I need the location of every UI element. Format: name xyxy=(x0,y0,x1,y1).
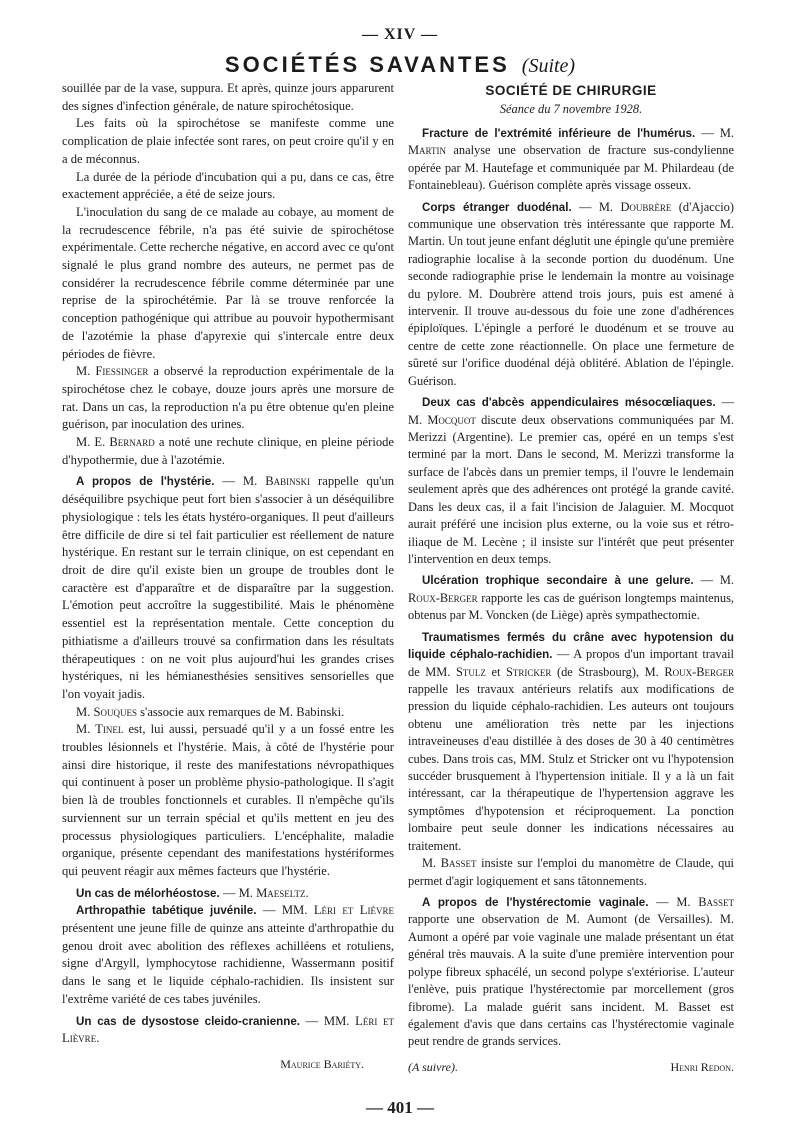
page-number: — 401 — xyxy=(366,1098,434,1117)
entry-text: analyse une observation de fracture sus-condylienne opérée par M. Hautefage et communiquée par M. Philardeau (de Fontainebleau). Guérison complète après vissage osseux. xyxy=(408,143,734,193)
entry xyxy=(408,125,734,195)
entry xyxy=(408,572,734,624)
session-date: Séance du 7 novembre 1928. xyxy=(499,102,643,117)
section-title-suffix: (Suite) xyxy=(521,55,576,77)
author-name: M. Souques xyxy=(76,704,137,719)
paragraph-text: a noté une rechute clinique, en pleine période d'hypothermie, due à l'azotémie. xyxy=(62,435,394,467)
paragraph xyxy=(62,363,394,434)
entry-dash: — M. xyxy=(571,199,621,214)
entry xyxy=(408,394,734,568)
entry-text: rappelle les travaux antérieurs relatifs aux modifications de pression du liquide céphalo-rachidien. Les auteurs ont toujours obtenu une amélioration très nette par les injections intraveineuses d'eau distillée à des doses de 30 à 40 centimètres cubes. Dans trois cas, MM. Stulz et Stricker ont vu l'hypotension succéder brusquement à l'hypertension initiale. Il y a là un fait intéressant, car la thérapeutique de l'hypertension aggrave les symptômes d'hypotension et réciproquement. La ponction lombaire peut seule donner les indications nécessaires au traitement. xyxy=(408,681,734,853)
entry-text: (d'Ajaccio) communique une observation très intéressante que rapporte M. Martin. Un tout jeune enfant déglutit une épingle qu'une première radiographie localise à la seconde portion du duodénum. Une seconde radiographie prise le lendemain la montre au voisinage du pylore. M. Doubrère attend trois jours, puis est amené à intervenir. Il trouve au-dessous du foie une zone d'adhérences épiploïques. L'épingle a perforé le duodénum et se trouve au centre de cette zone réactionnelle. On place une fermeture de sûreté sur l'orifice duodénal déjà oblitéré. Ablation de l'épingle. Guérison. xyxy=(408,199,735,388)
author-name: Léri et Lièvre xyxy=(62,1013,394,1046)
entry-heading: Corps étranger duodénal. xyxy=(422,200,572,214)
author-name: Roux-Berger xyxy=(664,664,735,679)
paragraph-text: insiste sur l'emploi du manomètre de Claude, qui permet d'agir logiquement et sans tâtonnements. xyxy=(408,856,734,888)
paragraph xyxy=(62,434,394,469)
entry-text: et xyxy=(485,664,506,679)
author-name: M. E. Bernard xyxy=(76,435,155,450)
entry-text: discute deux observations communiquées par M. Merizzi (Argentine). Le premier cas, opéré en un temps s'est terminé par la mort. Dans le second, M. Merizzi transforme la surface de l'abcès dans un premier temps, il l'ouvre le lendemain seulement après que des adhérences ont protégé la grande cavité. Dans les deux cas, il a fait l'incision de Jalaguier. M. Mocquot aurait préféré une incision plus externe, ou la voie sus et rétro-iliaque de M. Lecène ; il insiste sur l'intérêt que peut présenter l'intervention en deux temps. xyxy=(408,412,734,566)
entry-heading: Arthropathie tabétique juvénile. xyxy=(76,904,257,918)
paragraph: La durée de la période d'incubation qui a pu, dans ce cas, être exactement appréciée, a été de seize jours. xyxy=(62,169,394,202)
paragraph xyxy=(62,721,394,880)
entry-text: — A propos d'un important travail de MM. xyxy=(408,647,734,679)
author-name: Stulz xyxy=(456,664,486,679)
left-column xyxy=(62,80,394,1074)
entry-heading: Fracture de l'extrémité inférieure de l'humérus. xyxy=(422,126,696,140)
to-be-continued: (A suivre). xyxy=(408,1059,458,1074)
author-name: Babinski xyxy=(265,474,311,489)
author-name: Léri et Lièvre xyxy=(313,903,394,918)
author-name: M. Fiessinger xyxy=(76,364,149,379)
author-name: Doubrère xyxy=(620,199,672,214)
entry-text: rappelle qu'un déséquilibre psychique peut fort bien s'associer à un déséquilibre physiologique : tels les états hystéro-organiques. Il peut d'ailleurs être difficile de dire si tel fait particulier est réellement de nature hystérique. En restant sur le terrain clinique, on est cependant en droit de dire qu'il existe bien un groupe de troubles dont le caractère est d'apparaître et de disparaître par la suggestion. L'émotion peut accroître la suggestibilité. Mais le phénomène essentiel est la représentation mentale. Cette conception du pithiatisme a d'ailleurs trouvé sa confirmation dans les résultats thérapeutiques : on ne voit plus aujourd'hui les grandes crises hystériques, ni les hémianesthésies sensitives sensorielles que l'on voyait jadis. xyxy=(62,474,394,701)
entry-dash: — M. xyxy=(693,573,734,588)
section-title: SOCIÉTÉS SAVANTES xyxy=(224,52,510,77)
entry-end: . xyxy=(96,1031,100,1046)
signature: Maurice Bariéty. xyxy=(280,1056,364,1071)
entry xyxy=(408,629,734,855)
entry-text: (de Strasbourg), M. xyxy=(551,664,665,679)
entry-heading: Ulcération trophique secondaire à une gelure. xyxy=(422,574,694,588)
author-name: M. Tinel xyxy=(76,722,124,737)
paragraph xyxy=(62,704,394,722)
entry-text: rapporte les cas de guérison longtemps maintenus, obtenus par M. Voncken (de Liège) après sympathectomie. xyxy=(408,590,734,623)
signature-block xyxy=(62,1056,394,1074)
entry xyxy=(62,473,394,703)
paragraph-text: s'associe aux remarques de M. Babinski. xyxy=(137,704,345,719)
entry-heading: A propos de l'hystérectomie vaginale. xyxy=(422,895,649,909)
author-name: Stricker xyxy=(506,664,552,679)
right-column xyxy=(408,80,734,1076)
paragraph xyxy=(408,855,734,890)
society-title: SOCIÉTÉ DE CHIRURGIE xyxy=(485,83,657,98)
entry-dash: — M. xyxy=(214,474,266,489)
entry-dash: — M. xyxy=(648,894,699,909)
running-title xyxy=(0,52,800,78)
entry-heading: Un cas de mélorhéostose. xyxy=(76,886,220,900)
entry xyxy=(62,902,394,1008)
entry-dash: — M. xyxy=(408,395,734,427)
entry-dash: — MM. xyxy=(256,903,314,918)
entry xyxy=(408,199,734,391)
paragraph: L'inoculation du sang de ce malade au cobaye, au moment de la recrudescence fébrile, n'a pas été suivie de spirochétose expérimentale. Cette recherche négative, en accord avec ce qu'ont signalé le plus grand nombre des auteurs, ne permet pas de considérer la recrudescence fébrile comme déterminée par une reprise de la spirochétémie. Par là se trouve renforcée la conception pathogénique qui attribue au pouvoir hypothermisant de l'azotémie la phase d'apyrexie qui s'intercale entre deux périodes de fièvre. xyxy=(62,204,394,361)
entry-heading: Un cas de dysostose cleido-cranienne. xyxy=(76,1014,300,1028)
author-name: Roux-Berger xyxy=(408,590,478,605)
entry-text: présentent une jeune fille de quinze ans atteinte d'arthropathie du genou droit avec abolition des réflexes achilléens et rotuliens, signe d'Argyll, lymphocytose rachidienne, Wassermann positif dans le sang et le liquide céphalo-rachidien. Ils insistent sur l'extrême variété de ces tabes juvéniles. xyxy=(62,921,394,1006)
entry-dash: — MM. xyxy=(299,1013,356,1028)
author-name: M. Basset xyxy=(422,856,477,871)
entry xyxy=(62,885,394,903)
roman-folio: — XIV — xyxy=(361,26,439,43)
entry-heading: Traumatismes fermés du crâne avec hypotension du liquide céphalo-rachidien. xyxy=(408,630,734,662)
entry-heading: A propos de l'hystérie. xyxy=(76,475,215,489)
entry xyxy=(62,1013,394,1048)
paragraph: souillée par de la vase, suppura. Et après, quinze jours apparurent des signes d'infection générale, de nature spirochétosique. xyxy=(62,81,394,113)
paragraph-text: a observé la reproduction expérimentale de la spirochétose chez le cobaye, douze jours après une morsure de rat. Dans un cas, la reproduction n'a pu être obtenue qu'en pleine guérison, par inoculation des urines. xyxy=(62,364,394,432)
entry-dash: — M. xyxy=(695,125,734,140)
signature-block xyxy=(408,1059,734,1076)
author-name: Mocquot xyxy=(427,412,476,427)
author-name: Basset xyxy=(698,894,734,909)
entry-text: rapporte une observation de M. Aumont (de Versailles). M. Aumont a opéré par voie vaginale une malade présentant un état général très mauvais. A la suite d'une première intervention pour polype fibreux sphacélé, un second polype s'extériorise. L'auteur l'enlève, puis pratique l'hystérectomie par morcellement (gros fibrome). La malade guérit sans incident. M. Basset est également d'avis que dans certains cas l'hystérectomie vaginale peut rendre de grands services. xyxy=(408,912,734,1049)
paragraph: Les faits où la spirochétose se manifeste comme une complication de plaie infectée sont rares, on peut croire qu'il y en a de méconnus. xyxy=(62,116,394,166)
author-name: Maeseltz xyxy=(256,885,306,900)
signature: Henri Redon. xyxy=(670,1059,734,1074)
entry-heading: Deux cas d'abcès appendiculaires mésocœliaques. xyxy=(422,396,716,410)
entry-dash: — M. xyxy=(219,885,257,900)
author-name: Martin xyxy=(408,143,446,158)
paragraph-text: est, lui aussi, persuadé qu'il y a un fossé entre les troubles lésionnels et l'hystérie. Mais, à côté de l'hystérie pour ainsi dire historique, il reste des manifestations névropathiques qui continuent à poser un problème physio-pathologique. Il s'agit bien là de troubles fonctionnels et curables. Il n'empêche qu'ils surviennent sur un terrain spécial et qu'ils mettent en jeu des processus physiologiques particuliers. L'encéphalite, maladie organique, présente cependant des manifestations hystériformes qui peuvent réagir aux mêmes facteurs que l'hystérie. xyxy=(62,722,394,878)
entry-end: . xyxy=(305,885,309,900)
entry xyxy=(408,894,734,1051)
